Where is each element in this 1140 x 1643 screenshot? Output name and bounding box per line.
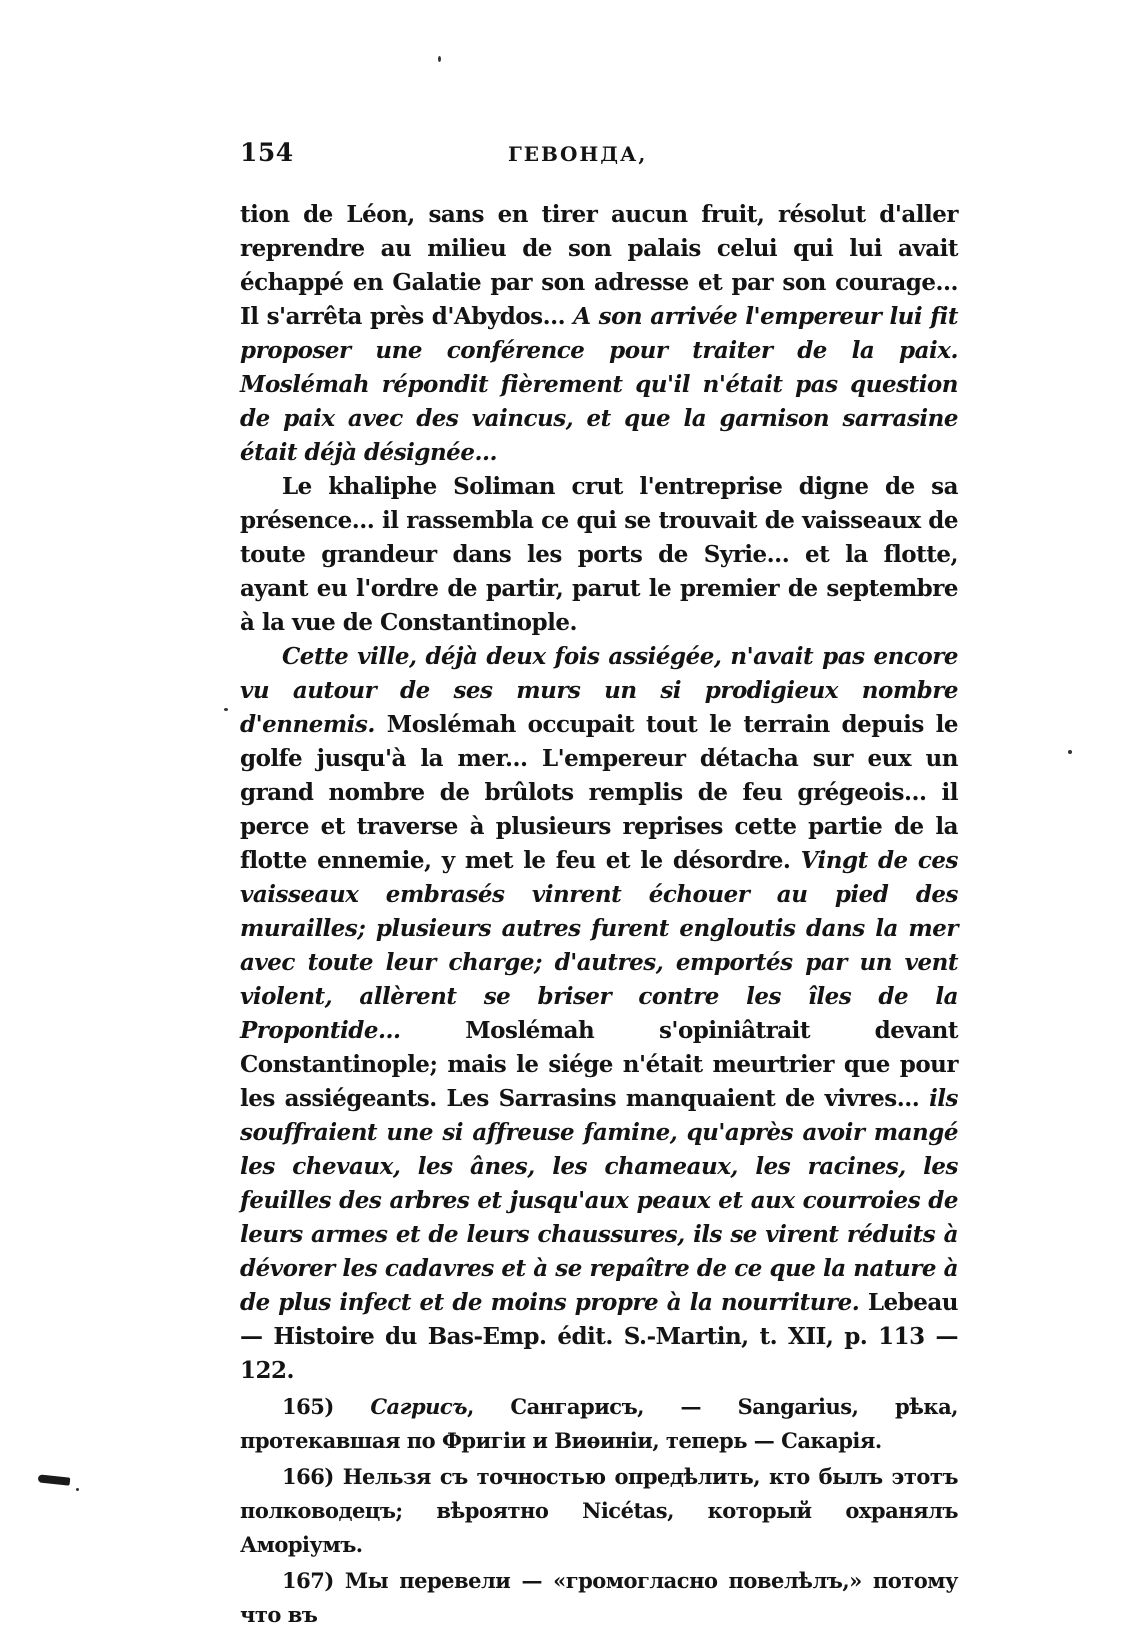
- paragraph-continuation: [240, 198, 958, 470]
- italic-quote: ils souffraient une si affreuse famine, qu'après avoir mangé les chevaux, les ânes, les chameaux, les racines, les feuilles des arbres et jusqu'aux peaux et aux courroies de leurs armes et de leurs chaussures, ils se virent réduits à dévorer les cadavres et à se repaître de ce que la nature à de plus infect et de moins propre à la nourriture.: [240, 1085, 958, 1316]
- footnote-166: [240, 1460, 958, 1562]
- footnote-term: Сагрисъ: [370, 1394, 467, 1419]
- footnote-text: , Сангарисъ, — Sangarius, рѣка, протекавшая по Фригіи и Виѳиніи, теперь — Сакарія.: [240, 1394, 958, 1453]
- text-run: Moslémah occupait tout le terrain depuis le golfe jusqu'à la mer... L'empereur détacha sur eux un grand nombre de brûlots remplis de feu grégeois... il perce et traverse à plusieurs reprises cette partie de la flotte ennemie, y met le feu et le désordre.: [240, 711, 958, 874]
- main-text: [240, 198, 958, 1632]
- text-run: Moslémah s'opiniâtrait devant Constantinople; mais le siége n'était meurtrier que pour les assiégeants. Les Sarrasins manquaient de vivres...: [240, 1017, 958, 1112]
- citation: Lebeau — Histoire du Bas-Emp. édit. S.-Martin, t. XII, p. 113 — 122.: [240, 1289, 958, 1384]
- ink-smudge: [38, 1474, 71, 1485]
- italic-quote: Cette ville, déjà deux fois assiégée, n'avait pas encore vu autour de ses murs un si prodigieux nombre d'ennemis.: [240, 643, 958, 738]
- footnote-number: 167): [282, 1568, 345, 1593]
- footnote-number: 166): [282, 1464, 343, 1489]
- footnote-167: [240, 1564, 958, 1632]
- footnote-number: 165): [282, 1394, 371, 1419]
- footnote-165: [240, 1390, 958, 1458]
- page-number: 154: [240, 138, 294, 167]
- italic-quote: A son arrivée l'empereur lui fit proposer une conférence pour traiter de la paix. Moslémah répondit fièrement qu'il n'était pas question de paix avec des vaincus, et que la garnison sarrasine était déjà désignée...: [240, 303, 958, 466]
- footnote-text: Нельзя съ точностью опредѣлить, кто былъ этотъ полководецъ; вѣроятно Nicétas, который охранялъ Аморіумъ.: [240, 1464, 958, 1557]
- footnote-text: Мы перевели — «громогласно повелѣлъ,» потому что въ: [240, 1568, 958, 1627]
- text-run: tion de Léon, sans en tirer aucun fruit, résolut d'aller reprendre au milieu de son palais celui qui lui avait échappé en Galatie par son adresse et par son courage... Il s'arrêta près d'Abydos...: [240, 201, 958, 330]
- ink-speck: [76, 1488, 79, 1491]
- ink-speck: [1068, 750, 1072, 754]
- paragraph-siege: [240, 640, 958, 1388]
- page-header: [240, 138, 960, 178]
- ink-speck: [438, 56, 441, 62]
- italic-quote: Vingt de ces vaisseaux embrasés vinrent échouer au pied des murailles; plusieurs autres furent engloutis dans la mer avec toute leur charge; d'autres, emportés par un vent violent, allèrent se briser contre les îles de la Propontide...: [240, 847, 958, 1044]
- running-head: ГЕВОНДА,: [508, 142, 648, 166]
- ink-speck: [224, 708, 228, 711]
- paragraph-soliman: Le khaliphe Soliman crut l'entreprise digne de sa présence... il rassembla ce qui se trouvait de vaisseaux de toute grandeur dans les ports de Syrie... et la flotte, ayant eu l'ordre de partir, parut le premier de septembre à la vue de Constantinople.: [240, 473, 958, 636]
